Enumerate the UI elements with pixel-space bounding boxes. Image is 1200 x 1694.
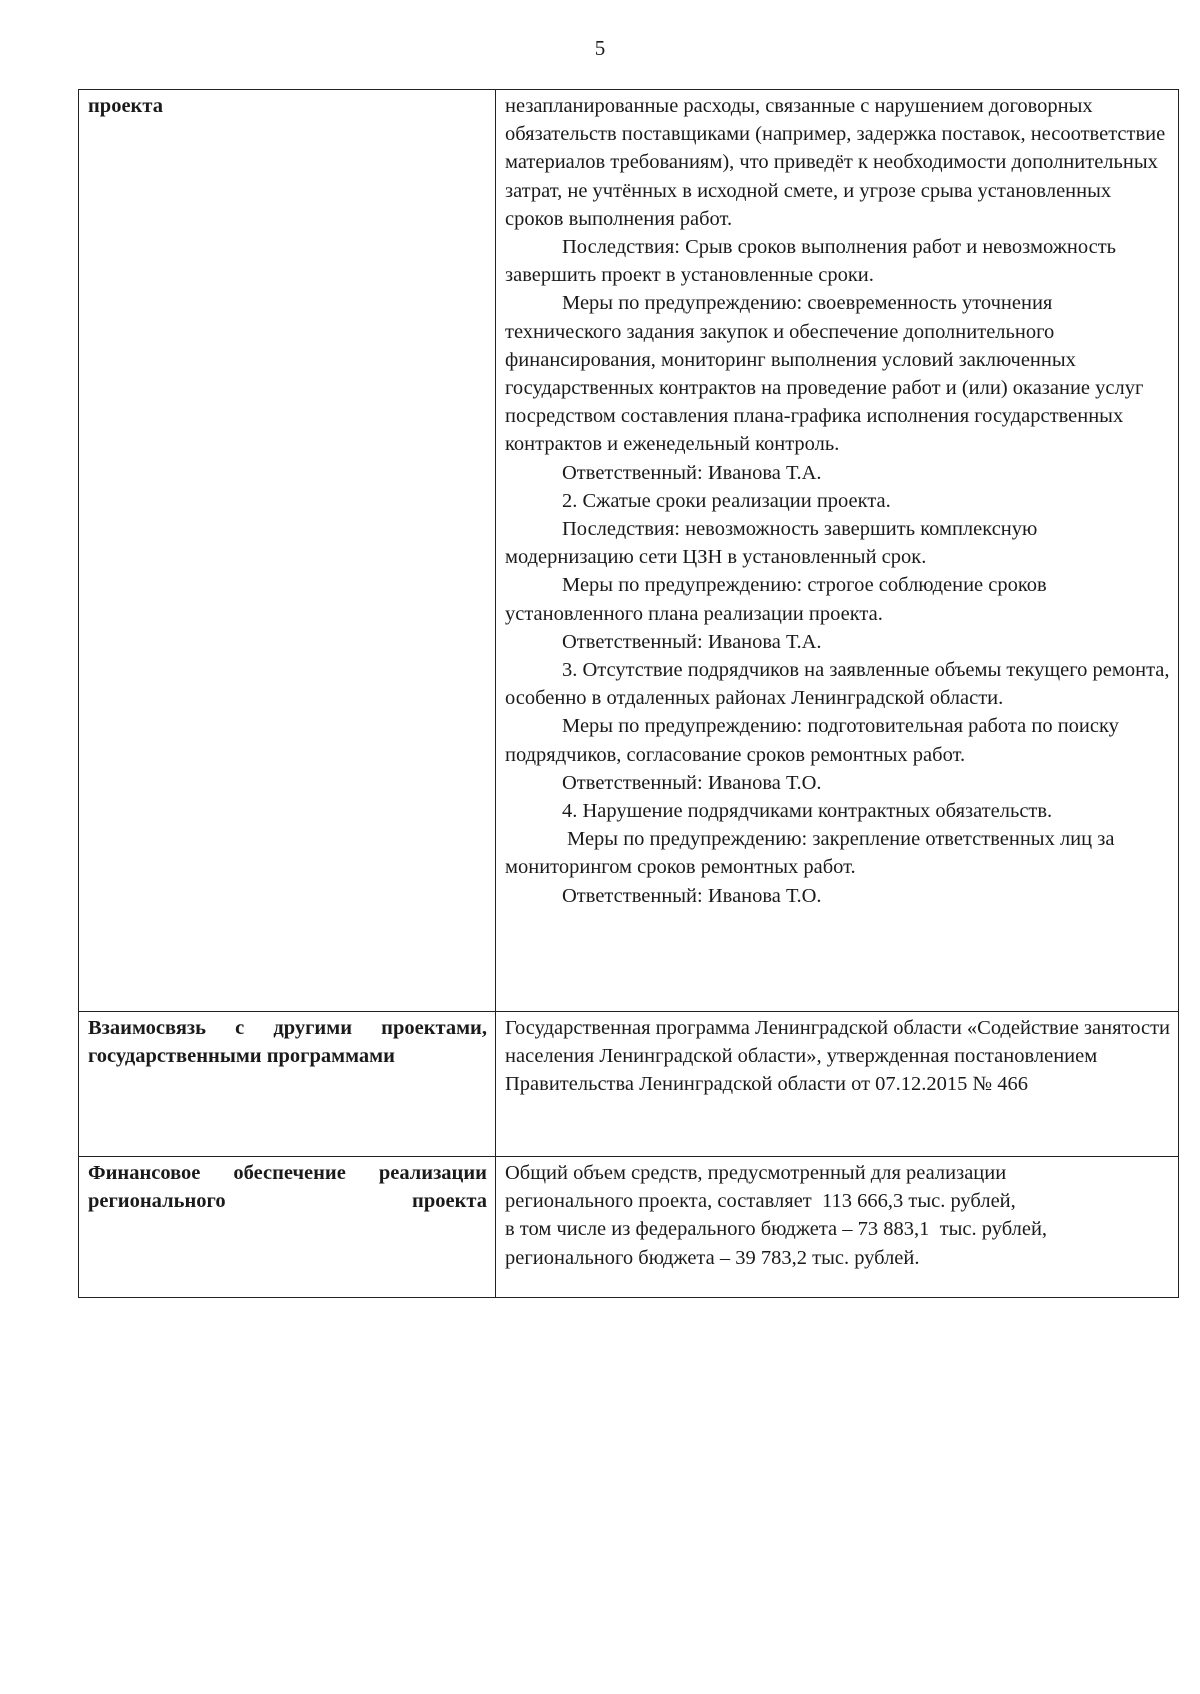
risk-2-title: 2. Сжатые сроки реализации проекта. bbox=[562, 489, 891, 512]
risk-1-measures: Меры по предупреждению: своевременность уточнения технического задания закупок и обеспечение дополнительного финансирования, мониторинг выполнения условий заключенных государственных контрактов на проведение работ и (или) оказание услуг посредством составления плана-графика исполнения государственных контрактов и еженедельный контроль. bbox=[505, 292, 1144, 456]
risk-2-measures: Меры по предупреждению: строгое соблюдение сроков установленного плана реализации проекта. bbox=[505, 574, 1047, 625]
risk-3-measures: Меры по предупреждению: подготовительная работа по поиску подрядчиков, согласование сроков ремонтных работ. bbox=[505, 715, 1119, 766]
financing-cell bbox=[496, 1157, 1179, 1298]
table-row bbox=[79, 1012, 1179, 1157]
row-label-cell bbox=[79, 1157, 496, 1298]
row-label-cell bbox=[79, 1012, 496, 1157]
risk-4-measures: Меры по предупреждению: закрепление ответственных лиц за мониторингом сроков ремонтных работ. bbox=[505, 828, 1115, 879]
row-label-project: проекта bbox=[88, 95, 163, 117]
row-label-cell bbox=[79, 90, 496, 1012]
row-label-relations: Взаимосвязь с другими проектами, государственными программами bbox=[88, 1017, 487, 1068]
risk-4-responsible: Ответственный: Иванова Т.О. bbox=[562, 884, 822, 907]
row-label-financing: Финансовое обеспечение реализации регионального проекта bbox=[88, 1162, 487, 1213]
table-row bbox=[79, 90, 1179, 1012]
risk-text-continuation: незапланированные расходы, связанные с нарушением договорных обязательств поставщиками (например, задержка поставок, несоответствие материалов требованиям), что приведёт к необходимости дополнительных затрат, не учтённых в исходной смете, и угрозе срыва установленных сроков выполнения работ. bbox=[505, 95, 1166, 230]
relations-cell bbox=[496, 1012, 1179, 1157]
project-passport-table bbox=[78, 89, 1179, 1298]
risk-3-responsible: Ответственный: Иванова Т.О. bbox=[562, 771, 822, 794]
financing-line: Общий объем средств, предусмотренный для реализации bbox=[505, 1162, 1007, 1184]
financing-line: регионального бюджета – 39 783,2 тыс. рублей. bbox=[505, 1246, 920, 1269]
table-row bbox=[79, 1157, 1179, 1298]
risk-3-title: 3. Отсутствие подрядчиков на заявленные объемы текущего ремонта, особенно в отдаленных районах Ленинградской области. bbox=[505, 659, 1170, 710]
risk-2-responsible: Ответственный: Иванова Т.А. bbox=[562, 630, 822, 653]
risk-2-consequences: Последствия: невозможность завершить комплексную модернизацию сети ЦЗН в установленный срок. bbox=[505, 518, 1038, 569]
relations-text: Государственная программа Ленинградской области «Содействие занятости населения Ленинградской области», утвержденная постановлением Правительства Ленинградской области от 07.12.2015 № 466 bbox=[505, 1017, 1171, 1096]
risk-4-title: 4. Нарушение подрядчиками контрактных обязательств. bbox=[562, 800, 1053, 823]
risk-1-consequences: Последствия: Срыв сроков выполнения работ и невозможность завершить проект в установленные сроки. bbox=[505, 236, 1117, 287]
risk-1-responsible: Ответственный: Иванова Т.А. bbox=[562, 461, 822, 484]
page-number: 5 bbox=[594, 36, 606, 60]
risks-cell bbox=[496, 90, 1179, 1012]
financing-line: регионального проекта, составляет 113 666,3 тыс. рублей, bbox=[505, 1190, 1016, 1213]
financing-line: в том числе из федерального бюджета – 73 883,1 тыс. рублей, bbox=[505, 1218, 1048, 1241]
